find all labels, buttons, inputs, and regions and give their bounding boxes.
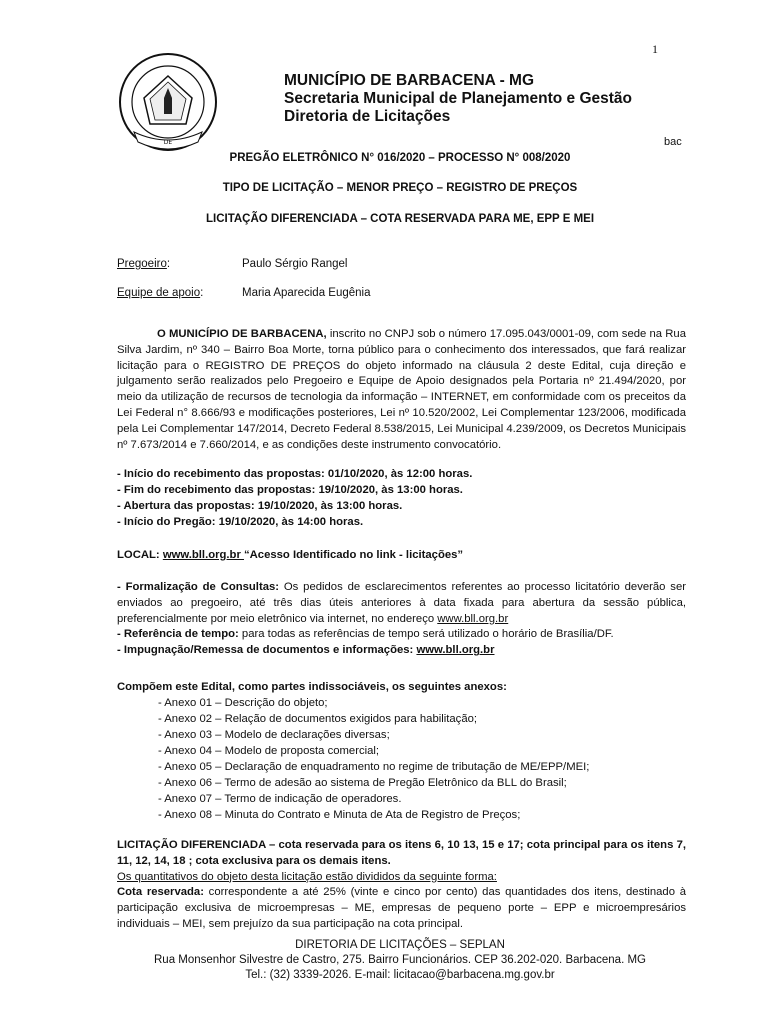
corner-mark: bac (664, 136, 682, 148)
anexo-item: - Anexo 03 – Modelo de declarações diversas; (158, 729, 390, 741)
anexos-list (158, 695, 589, 823)
diferenciada-section (117, 838, 686, 933)
anexos-title: Compõem este Edital, como partes indissociáveis, os seguintes anexos: (117, 681, 507, 693)
anexo-item: - Anexo 02 – Relação de documentos exigidos para habilitação; (158, 713, 478, 725)
page-number: 1 (652, 42, 658, 56)
consultas-bold: - Formalização de Consultas: (117, 581, 280, 593)
header-directorate: Diretoria de Licitações (284, 108, 451, 125)
date-item: - Abertura das propostas: 19/10/2020, às 13:00 horas. (117, 500, 403, 512)
pregoeiro-colon: : (166, 258, 171, 270)
consultas-link[interactable]: www.bll.org.br (437, 612, 509, 625)
local-line (117, 547, 463, 563)
impugnacao-link[interactable]: www.bll.org.br (416, 644, 495, 657)
pregoeiro-name: Paulo Sérgio Rangel (242, 258, 348, 270)
local-text: “Acesso Identificado no link - licitações” (243, 549, 464, 561)
date-item: - Início do Pregão: 19/10/2020, às 14:00 horas. (117, 516, 364, 528)
consultas-text: Os pedidos de esclarecimentos referentes ao processo licitatório deverão ser enviados ao pregoeiro, até três dias úteis anteriores à data fixada para abertura da sessão pública, preferencialmente por meio eletrônico via internet, no endereço (117, 581, 686, 625)
quantitativos-line: Os quantitativos do objeto desta licitação estão divididos da seguinte forma: (117, 870, 497, 883)
anexo-item: - Anexo 01 – Descrição do objeto; (158, 697, 328, 709)
pregoeiro-label-row (117, 258, 170, 270)
anexo-item: - Anexo 04 – Modelo de proposta comercial; (158, 745, 380, 757)
apoio-label: Equipe de apoio (117, 287, 201, 299)
cota-text: correspondente a até 25% (vinte e cinco por cento) das quantidades dos itens, destinado à participação exclusiva de microempresas – ME, empresas de pequeno porte – EPP e microempresários individuais – MEI, sem prejuízo da sua participação na cota principal. (117, 886, 686, 930)
svg-text:DE: DE (163, 139, 173, 146)
impugnacao-bold: - Impugnação/Remessa de documentos e informações: (117, 644, 417, 657)
cota-bold: Cota reservada: (117, 886, 204, 899)
footer-contact: Tel.: (32) 3339-2026. E-mail: licitacao@barbacena.mg.gov.br (245, 969, 555, 981)
apoio-label-row (117, 287, 203, 299)
diferenciada-title: LICITAÇÃO DIFERENCIADA – COTA RESERVADA PARA ME, EPP E MEI (205, 213, 595, 225)
footer-directorate: DIRETORIA DE LICITAÇÕES – SEPLAN (295, 939, 505, 951)
apoio-name: Maria Aparecida Eugênia (242, 287, 371, 299)
consultas-paragraph (117, 580, 686, 659)
intro-paragraph (117, 327, 686, 453)
header-secretariat: Secretaria Municipal de Planejamento e Gestão (284, 90, 633, 107)
municipal-seal-logo (118, 52, 218, 152)
referencia-bold: - Referência de tempo: (117, 628, 239, 641)
anexo-item: - Anexo 05 – Declaração de enquadramento no regime de tributação de ME/EPP/MEI; (158, 761, 590, 773)
date-item: - Fim do recebimento das propostas: 19/10/2020, às 13:00 horas. (117, 484, 463, 496)
apoio-colon: : (200, 287, 204, 299)
intro-bold: O MUNICÍPIO DE BARBACENA, (157, 328, 327, 340)
intro-text: inscrito no CNPJ sob o número 17.095.043/0001-09, com sede na Rua Silva Jardim, nº 340 – Bairro Boa Morte, torna público para o conhecimento dos interessados, que fará realizar licitação para o REGISTRO DE PREÇOS do objeto informado na cláusula 2 deste Edital, cuja direção e julgamento serão realizados pelo Pregoeiro e Equipe de Apoio designados pela Portaria nº 21.494/2020, por meio da utilização de recursos de tecnologia da informação – INTERNET, em conformidade com os preceitos da Lei Federal n° 8.666/93 e modificações posteriores, Lei nº 10.520/2002, Lei Complementar 123/2006, modificada pela Lei Complementar 147/2014, Decreto Federal 8.538/2015, Lei Municipal 4.239/2009, os Decretos Municipais nº 7.673/2014 e 7.660/2014, e as condições deste instrumento convocatório. (117, 328, 686, 451)
diferenciada-paragraph: LICITAÇÃO DIFERENCIADA – cota reservada para os itens 6, 10 13, 15 e 17; cota principal para os itens 7, 11, 12, 14, 18 ; cota exclusiva para os demais itens. (117, 839, 686, 867)
page-footer (100, 938, 700, 983)
header-municipality: MUNICÍPIO DE BARBACENA - MG (284, 72, 535, 89)
referencia-text: para todas as referências de tempo será utilizado o horário de Brasília/DF. (238, 628, 614, 641)
footer-address: Rua Monsenhor Silvestre de Castro, 275. Bairro Funcionários. CEP 36.202-020. Barbacena. MG (154, 954, 646, 966)
anexo-item: - Anexo 06 – Termo de adesão ao sistema de Pregão Eletrônico da BLL do Brasil; (158, 777, 567, 789)
date-item: - Início do recebimento das propostas: 01/10/2020, às 12:00 horas. (117, 468, 473, 480)
local-link[interactable]: www.bll.org.br (162, 549, 244, 561)
anexo-item: - Anexo 07 – Termo de indicação de operadores. (158, 793, 402, 805)
pregoeiro-label: Pregoeiro (117, 258, 167, 270)
tipo-title: TIPO DE LICITAÇÃO – MENOR PREÇO – REGISTRO DE PREÇOS (222, 182, 578, 194)
local-label: LOCAL: (117, 549, 163, 561)
pregao-title: PREGÃO ELETRÔNICO N° 016/2020 – PROCESSO N° 008/2020 (229, 152, 571, 164)
dates-list (117, 466, 472, 530)
anexo-item: - Anexo 08 – Minuta do Contrato e Minuta de Ata de Registro de Preços; (158, 809, 521, 821)
